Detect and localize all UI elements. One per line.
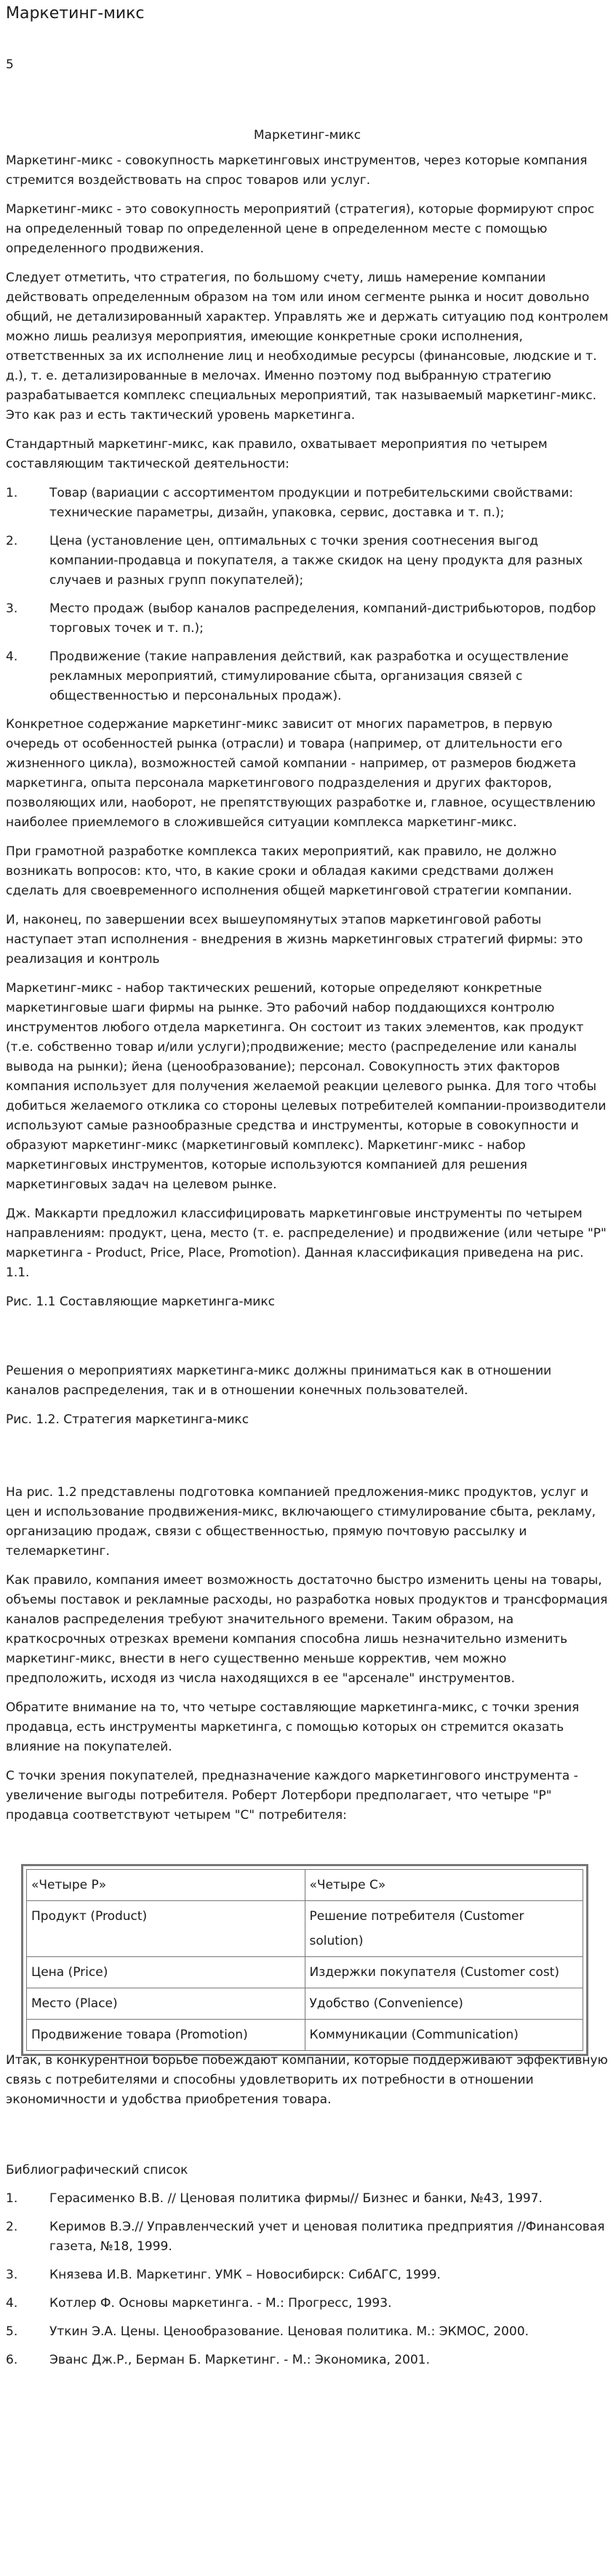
paragraph: Конкретное содержание маркетинг-микс зависит от многих параметров, в первую очередь от особенностей рынка (отрасли) и товара (например, от длительности его жизненного цикла), возможностей самой компании - например, от размеров бюджета маркетинга, опыта персонала маркетингового подразделения и других факторов, позволяющих или, наоборот, не препятствующих разработке и, главное, осуществлению наиболее приемлемого в сложившейся ситуации комплекса маркетинг-микс. (6, 717, 596, 830)
paragraph: Маркетинг-микс - это совокупность мероприятий (стратегия), которые формируют спрос на определенный товар по определенной цене в определенном месте с помощью определенного продвижения. (6, 202, 595, 256)
list-item-text: Продвижение (такие направления действий, как разработка и осуществление рекламных мероприятий, стимулирование сбыта, организация связей с общественностью и персональных продаж). (49, 649, 569, 703)
paragraph: На рис. 1.2 представлены подготовка компанией предложения-микс продуктов, услуг и цен и использование продвижения-микс, включающего стимулирование сбыта, рекламу, организацию продаж, связи с общественностью, прямую почтовую рассылку и телемаркетинг. (6, 1485, 596, 1559)
four-p-four-c-table (26, 1869, 583, 2051)
table-cell: Удобство (Convenience) (305, 1988, 583, 2020)
list-item (6, 532, 609, 591)
paragraph: Следует отметить, что стратегия, по большому счету, лишь намерение компании действовать определенным образом на том или ином сегменте рынка и носит довольно общий, не детализированный характер. Управлять же и держать ситуацию под контролем можно лишь реализуя мероприятия, имеющие конкретные сроки исполнения, ответственных за их исполнение лиц и необходимые ресурсы (финансовые, людские и т. д.), т. е. детализированные в мелочах. Именно поэтому под выбранную стратегию разрабатывается комплекс специальных мероприятий, так называемый маркетинг-микс. Это как раз и есть тактический уровень маркетинга. (6, 271, 609, 423)
table-header-row (27, 1870, 583, 1901)
bibliography-item-number: 5. (6, 2324, 18, 2339)
paragraph: И, наконец, по завершении всех вышеупомянутых этапов маркетинговой работы наступает этап исполнения - внедрения в жизнь маркетинговых стратегий фирмы: это реализация и контроль (6, 913, 583, 967)
paragraph: Решения о мероприятиях маркетинга-микс должны приниматься как в отношении каналов распределения, так и в отношении конечных пользователей. (6, 1364, 552, 1398)
table-header-cell: «Четыре С» (305, 1870, 583, 1901)
table-cell: Решение потребителя (Customer solution) (305, 1901, 583, 1957)
bibliography-item (6, 2351, 609, 2370)
list-item (6, 484, 609, 523)
paragraph: Дж. Маккарти предложил классифицировать маркетинговые инструменты по четырем направлениям: продукт, цена, место (т. е. распределение) и продвижение (или четыре "Р" маркетинга - Product, Price, Place, Promotion). Данная классификация приведена на рис. 1.1. (6, 1207, 607, 1280)
table-row (27, 1901, 583, 1957)
bibliography-item (6, 2189, 609, 2209)
bibliography-item-number: 4. (6, 2296, 18, 2311)
table-cell: Продвижение товара (Promotion) (27, 2020, 305, 2051)
paragraph: При грамотной разработке комплекса таких мероприятий, как правило, не должно возникать вопросов: кто, что, в какие сроки и обладая какими средствами должен сделать для своевременного исполнения общей маркетинговой стратегии компании. (6, 844, 572, 898)
bibliography-item-number: 1. (6, 2191, 18, 2206)
paragraph: Как правило, компания имеет возможность достаточно быстро изменить цены на товары, объемы поставок и рекламные расходы, но разработка новых продуктов и трансформация каналов распределения требуют значительного времени. Таким образом, на краткосрочных отрезках времени компания способна лишь незначительно изменить маркетинг-микс, внести в него существенно меньше корректив, чем можно предположить, исходя из числа находящихся в ее "арсенале" инструментов. (6, 1573, 608, 1686)
bibliography-item-number: 2. (6, 2220, 18, 2234)
figure-placeholder (6, 1439, 609, 1483)
bibliography-item-text: Котлер Ф. Основы маркетинга. - М.: Прогресс, 1993. (49, 2296, 392, 2311)
list-item-number: 1. (6, 486, 18, 500)
bibliography-item-text: Эванс Дж.Р., Берман Б. Маркетинг. - М.: Экономика, 2001. (49, 2353, 431, 2367)
table-row (27, 1957, 583, 1988)
paragraph: Обратите внимание на то, что четыре составляющие маркетинга-микс, с точки зрения продавца, есть инструменты маркетинга, с помощью которых он стремится оказать влияние на покупателей. (6, 1700, 580, 1754)
bibliography-item-text: Уткин Э.А. Цены. Ценообразование. Ценовая политика. М.: ЭКМОС, 2000. (49, 2324, 529, 2339)
bibliography-list (6, 2189, 609, 2370)
table-cell: Цена (Price) (27, 1957, 305, 1988)
paragraph: С точки зрения покупателей, предназначение каждого маркетингового инструмента - увеличение выгоды потребителя. Роберт Лотербори предполагает, что четыре "Р" продавца соответствуют четырем "С" потребителя: (6, 1769, 578, 1823)
figure-placeholder (6, 1321, 609, 1361)
bibliography-title: Библиографический список (6, 2163, 188, 2177)
conclusion-paragraph: Итак, в конкурентной борьбе побеждают компании, которые поддерживают эффективную связь с потребителями и способны удовлетворить их потребности в отношении экономичности и удобства приобретения товара. (6, 2053, 608, 2107)
list-item-number: 2. (6, 534, 18, 548)
paragraph: Маркетинг-микс - набор тактических решений, которые определяют конкретные маркетинговые шаги фирмы на рынке. Это рабочий набор поддающихся контролю инструментов любого отдела маркетинга. Он состоит из таких элементов, как продукт (т.е. собственно товар и/или услуги);продвижение; место (распределение или каналы вывода на рынки); йена (ценообразование); персонал. Совокупность этих факторов компания использует для получения желаемой реакции целевого рынка. Для того чтобы добиться желаемого отклика со стороны целевых потребителей компании-производители используют самые разнообразные средства и инструменты, которые в совокупности и образуют маркетинг-микс (маркетинговый комплекс). Маркетинг-микс - набор маркетинговых инструментов, которые используются компанией для решения маркетинговых задач на целевом рынке. (6, 981, 607, 1192)
list-item-text: Товар (вариации с ассортиментом продукции и потребительскими свойствами: технические параметры, дизайн, упаковка, сервис, доставка и т. п.); (49, 486, 574, 520)
bibliography-item-number: 6. (6, 2353, 18, 2367)
bibliography-item-text: Герасименко В.В. // Ценовая политика фирмы// Бизнес и банки, №43, 1997. (49, 2191, 543, 2206)
table-row (27, 1988, 583, 2020)
tactics-list (6, 484, 609, 706)
document-title: Маркетинг-микс (6, 4, 145, 23)
list-item (6, 647, 609, 706)
list-item-text: Цена (установление цен, оптимальных с точки зрения соотнесения выгод компании-продавца и покупателя, а также скидок на цену продукта для разных случаев и разных групп покупателей); (49, 534, 583, 588)
bibliography-item (6, 2322, 609, 2342)
page-number: 5 (6, 57, 14, 72)
table-cell: Продукт (Product) (27, 1901, 305, 1957)
list-item-number: 4. (6, 649, 18, 664)
list-item (6, 599, 609, 639)
bibliography-item-text: Князева И.В. Маркетинг. УМК – Новосибирск: СибАГС, 1999. (49, 2268, 441, 2282)
table-cell: Издержки покупателя (Customer cost) (305, 1957, 583, 1988)
paragraph: Маркетинг-микс - совокупность маркетинговых инструментов, через которые компания стремится воздействовать на спрос товаров или услуг. (6, 153, 588, 188)
list-item-text: Место продаж (выбор каналов распределения, компаний-дистрибьюторов, подбор торговых точек и т. п.); (49, 601, 596, 636)
table-header-cell: «Четыре Р» (27, 1870, 305, 1901)
paragraph: Стандартный маркетинг-микс, как правило, охватывает мероприятия по четырем составляющим тактической деятельности: (6, 437, 548, 471)
section-title: Маркетинг-микс (253, 128, 361, 143)
bibliography-item-text: Керимов В.Э.// Управленческий учет и ценовая политика предприятия //Финансовая газета, №18, 1999. (49, 2220, 605, 2254)
figure-caption: Рис. 1.1 Составляющие маркетинга-микс (6, 1295, 275, 1309)
bibliography-item-number: 3. (6, 2268, 18, 2282)
figure-caption: Рис. 1.2. Стратегия маркетинга-микс (6, 1412, 249, 1427)
table-row (27, 2020, 583, 2051)
list-item-number: 3. (6, 601, 18, 616)
table-cell: Место (Place) (27, 1988, 305, 2020)
bibliography-item (6, 2265, 609, 2285)
bibliography-item (6, 2217, 609, 2257)
table-cell: Коммуникации (Communication) (305, 2020, 583, 2051)
bibliography-item (6, 2294, 609, 2313)
